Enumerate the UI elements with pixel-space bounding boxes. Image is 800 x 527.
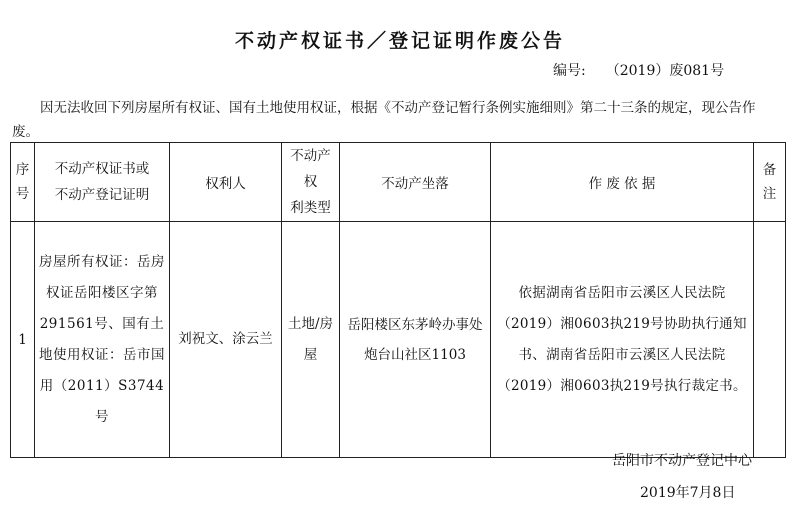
notice-title: 不动产权证书／登记证明作废公告 bbox=[234, 30, 565, 52]
header-owner: 权利人 bbox=[170, 143, 282, 222]
cell-no: 1 bbox=[11, 222, 35, 458]
header-basis: 作 废 依 据 bbox=[491, 143, 754, 222]
header-no: 序号 bbox=[11, 143, 35, 222]
void-certificate-table bbox=[10, 142, 786, 458]
issuer-name: 岳阳市不动产登记中心 bbox=[612, 453, 752, 469]
cell-owner: 刘祝文、涂云兰 bbox=[170, 222, 282, 458]
header-cert-line2: 不动产登记证明 bbox=[54, 187, 150, 203]
intro-paragraph: 因无法收回下列房屋所有权证、国有土地使用权证，根据《不动产登记暂行条例实施细则》第二十三条的规定，现公告作废。 bbox=[12, 100, 756, 140]
header-location: 不动产坐落 bbox=[340, 143, 491, 222]
header-right-type-line1: 不动产权 bbox=[290, 148, 331, 190]
cell-basis: 依据湖南省岳阳市云溪区人民法院（2019）湘0603执219号协助执行通知书、湖南省岳阳市云溪区人民法院（2019）湘0603执219号执行裁定书。 bbox=[491, 222, 754, 458]
issue-date: 2019年7月8日 bbox=[640, 485, 736, 501]
doc-number-value: （2019）废081号 bbox=[605, 63, 725, 79]
cell-remark bbox=[754, 222, 786, 458]
cell-right-type: 土地/房屋 bbox=[282, 222, 340, 458]
table-header-row bbox=[11, 143, 786, 222]
table-row bbox=[11, 222, 786, 458]
header-cert bbox=[35, 143, 170, 222]
doc-number-label: 编号: bbox=[553, 63, 586, 79]
doc-number bbox=[553, 60, 724, 80]
header-remark: 备注 bbox=[754, 143, 786, 222]
header-right-type-line2: 利类型 bbox=[290, 200, 331, 216]
cell-cert: 房屋所有权证：岳房权证岳阳楼区字第291561号、国有土地使用权证：岳市国用（2011）S3744号 bbox=[35, 222, 170, 458]
cell-location: 岳阳楼区东茅岭办事处炮台山社区1103 bbox=[340, 222, 491, 458]
header-cert-line1: 不动产权证书或 bbox=[54, 161, 150, 177]
header-right-type bbox=[282, 143, 340, 222]
